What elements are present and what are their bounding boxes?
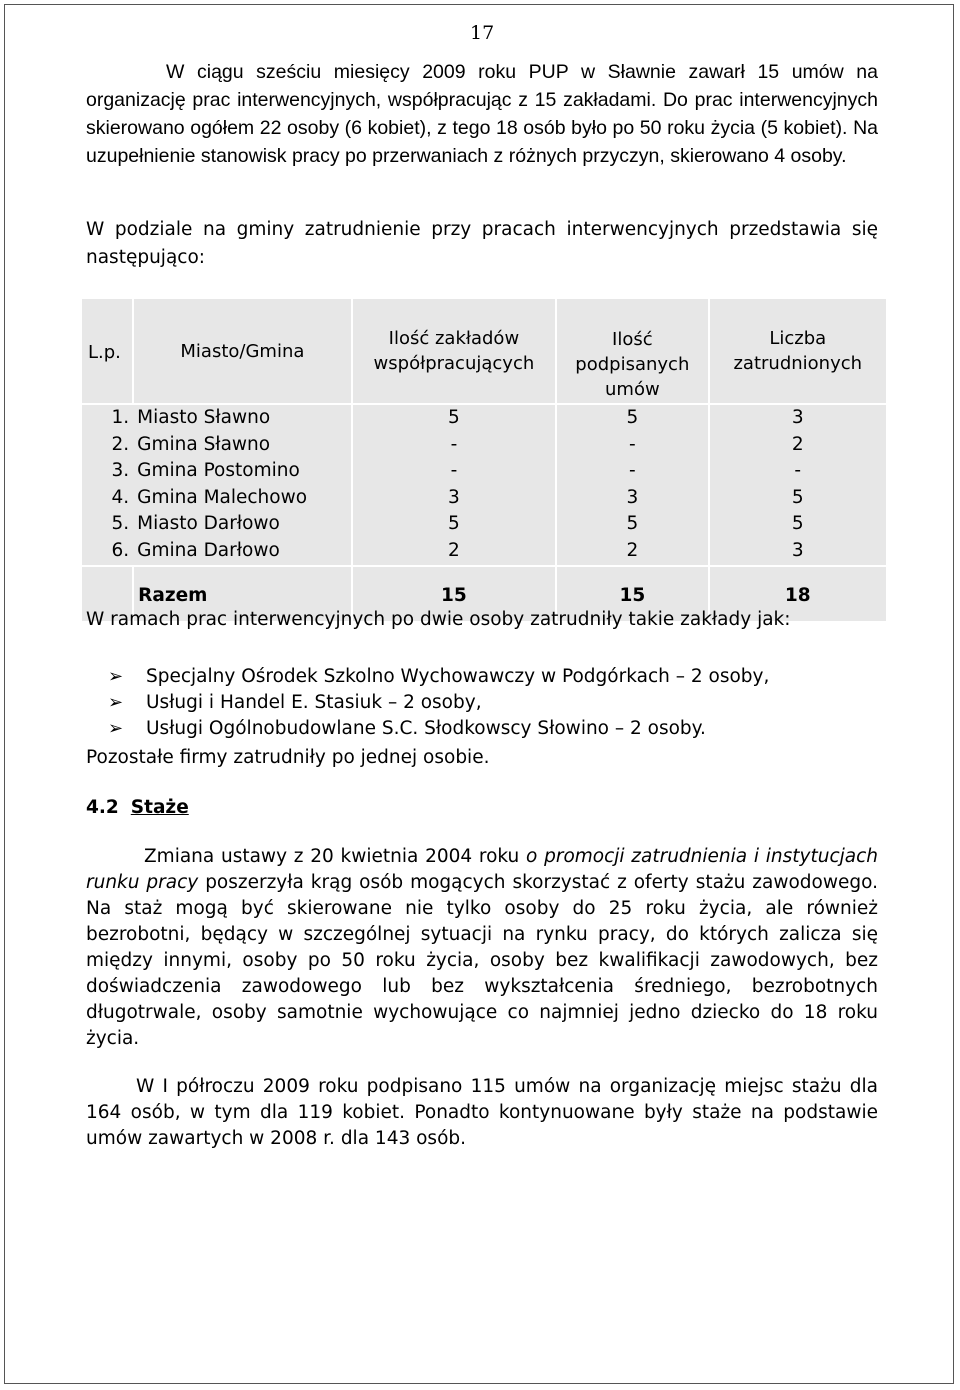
employment-table	[80, 297, 888, 623]
cell-companies: -	[352, 458, 557, 485]
cell-employed: 3	[709, 538, 887, 566]
paragraph-law-text-start: Zmiana ustawy z 20 kwietnia 2004 roku	[144, 846, 527, 867]
section-number: 4.2	[86, 797, 119, 818]
table-row	[81, 485, 887, 512]
header-city: Miasto/Gmina	[133, 298, 352, 404]
cell-lp: 6.	[81, 538, 133, 566]
cell-lp: 4.	[81, 485, 133, 512]
cell-lp: 1.	[81, 404, 133, 432]
list-item-text: Specjalny Ośrodek Szkolno Wychowawczy w Podgórkach – 2 osoby,	[146, 666, 770, 687]
cell-contracts: 3	[556, 485, 708, 512]
cell-lp: 2.	[81, 432, 133, 459]
list-item-text: Usługi Ogólnobudowlane S.C. Słodkowscy Słowino – 2 osoby.	[146, 718, 706, 739]
employer-list	[86, 664, 886, 742]
cell-companies: 5	[352, 404, 557, 432]
cell-total-companies: 15	[352, 566, 557, 622]
table-row	[81, 511, 887, 538]
arrow-bullet-icon: ➢	[108, 692, 124, 713]
cell-lp: 3.	[81, 458, 133, 485]
cell-contracts: -	[556, 432, 708, 459]
paragraph-law-text-end: poszerzyła krąg osób mogących skorzystać z oferty stażu zawodowego. Na staż mogą być skierowane nie tylko osoby do 25 roku życia, ale również bezrobotni, będący w szczególnej sytuacji na rynku pracy, do których zalicza się między innymi, osoby po 50 roku życia, osoby bez kwalifikacji zawodowych, bez doświadczenia zawodowego lub bez wykształcenia średniego, bezrobotnych długotrwale, osoby samotnie wychowujące co najmniej jedno dziecko do 18 roku życia.	[86, 872, 878, 1049]
cell-city: Gmina Postomino	[133, 458, 352, 485]
table-row	[81, 404, 887, 432]
cell-total-contracts: 15	[556, 566, 708, 622]
table-row	[81, 538, 887, 566]
header-companies: Ilość zakładów współpracujących	[352, 298, 557, 404]
cell-total-label: Razem	[133, 566, 352, 622]
table-row	[81, 432, 887, 459]
paragraph-two-person-employers: W ramach prac interwencyjnych po dwie osoby zatrudniły takie zakłady jak:	[86, 609, 791, 630]
cell-companies: 2	[352, 538, 557, 566]
cell-total-employed: 18	[709, 566, 887, 622]
paragraph-internship-law	[86, 844, 878, 1052]
cell-employed: 2	[709, 432, 887, 459]
table-row	[81, 458, 887, 485]
cell-city: Miasto Sławno	[133, 404, 352, 432]
list-item	[86, 690, 886, 716]
list-item-text: Usługi i Handel E. Stasiuk – 2 osoby,	[146, 692, 482, 713]
cell-city: Gmina Sławno	[133, 432, 352, 459]
cell-employed: 5	[709, 511, 887, 538]
paragraph-intro: W ciągu sześciu miesięcy 2009 roku PUP w Sławnie zawarł 15 umów na organizację prac interwencyjnych, współpracując z 15 zakładami. Do prac interwencyjnych skierowano ogółem 22 osoby (6 kobiet), z tego 18 osób było po 50 roku życia (5 kobiet). Na uzupełnienie stanowisk pracy po przerwaniach z różnych przyczyn, skierowano 4 osoby.	[86, 61, 878, 167]
cell-city: Gmina Malechowo	[133, 485, 352, 512]
cell-employed: 5	[709, 485, 887, 512]
arrow-bullet-icon: ➢	[108, 666, 124, 687]
cell-lp: 5.	[81, 511, 133, 538]
cell-city: Gmina Darłowo	[133, 538, 352, 566]
law-title: o promocji zatrudnienia i instytucjach runku pracy	[86, 846, 878, 893]
section-title: Staże	[130, 797, 189, 818]
cell-companies: -	[352, 432, 557, 459]
cell-employed: -	[709, 458, 887, 485]
paragraph-other-employers: Pozostałe firmy zatrudniły po jednej osobie.	[86, 747, 490, 768]
cell-city: Miasto Darłowo	[133, 511, 352, 538]
header-employed: Liczba zatrudnionych	[709, 298, 887, 404]
cell-contracts: 5	[556, 511, 708, 538]
cell-contracts: 2	[556, 538, 708, 566]
paragraph-internship-stats: W I półroczu 2009 roku podpisano 115 umów na organizację miejsc stażu dla 164 osób, w tym dla 119 kobiet. Ponadto kontynuowane były staże na podstawie umów zawartych w 2008 r. dla 143 osób.	[86, 1076, 878, 1149]
table-header-row	[81, 298, 887, 404]
cell-companies: 5	[352, 511, 557, 538]
paragraph-table-intro: W podziale na gminy zatrudnienie przy pracach interwencyjnych przedstawia się następująco:	[86, 219, 878, 268]
cell-companies: 3	[352, 485, 557, 512]
arrow-bullet-icon: ➢	[108, 718, 124, 739]
header-lp: L.p.	[81, 298, 133, 404]
list-item	[86, 664, 886, 690]
header-contracts: Ilość podpisanych umów	[556, 298, 708, 404]
cell-contracts: 5	[556, 404, 708, 432]
cell-contracts: -	[556, 458, 708, 485]
list-item	[86, 716, 886, 742]
section-heading	[86, 794, 189, 822]
cell-employed: 3	[709, 404, 887, 432]
page-number: 17	[470, 22, 495, 44]
